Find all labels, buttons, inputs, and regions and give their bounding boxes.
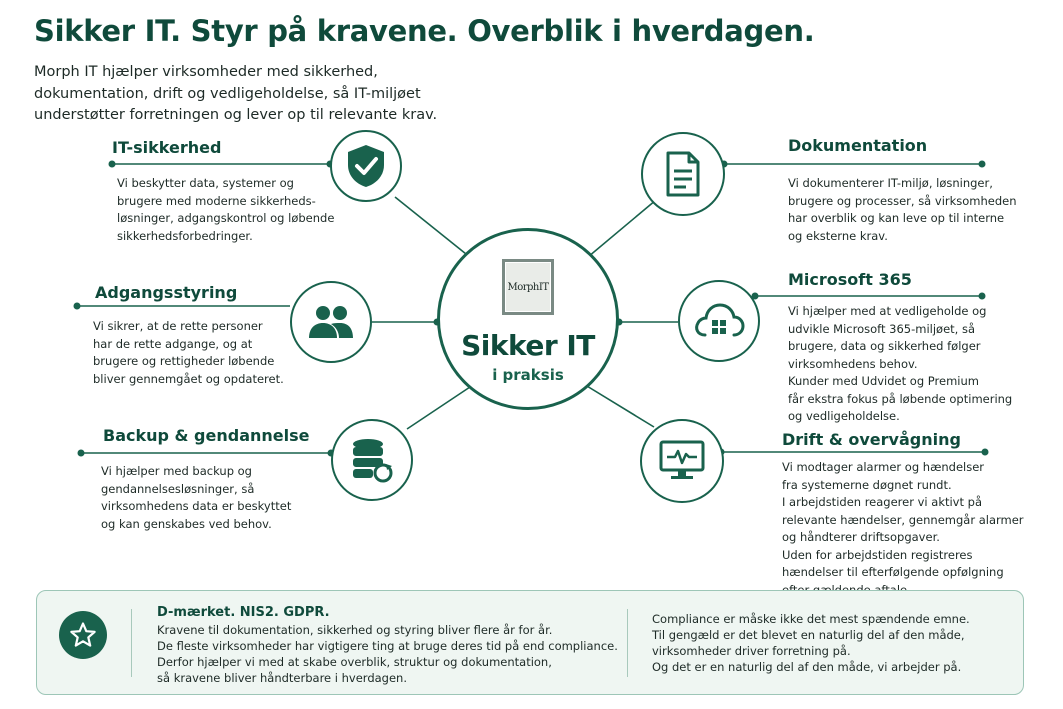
operations-circle: [640, 419, 724, 503]
documentation-text: Vi dokumenterer IT-miljø, løsninger, brugere og processer, så virksomheden har overblik og kan leve op til interne og eksterne krav.: [788, 176, 1017, 243]
connector-operations-hub: [582, 383, 654, 427]
backup-text: Vi hjælper med backup og gendannelsesløsninger, så virksomhedens data er beskyttet og kan genskabes ved behov.: [101, 464, 292, 531]
document-icon: [665, 151, 701, 197]
compliance-box: [36, 590, 1024, 695]
it-security-circle: [330, 130, 402, 202]
connector-backup-hub: [407, 383, 476, 429]
shield-check-icon: [344, 143, 388, 189]
m365-circle: [678, 280, 760, 362]
compliance-title: D-mærket. NIS2. GDPR.: [157, 605, 330, 620]
it-security-title: IT-sikkerhed: [112, 138, 222, 157]
operations-title: Drift & overvågning: [782, 430, 961, 449]
star-badge: [59, 611, 107, 659]
backup-circle: [331, 419, 413, 501]
dot: [78, 450, 85, 457]
it-security-text: Vi beskytter data, systemer og brugere med moderne sikkerheds- løsninger, adgangskontrol og løbende sikkerhedsforbedringer.: [117, 176, 335, 243]
access-text: Vi sikrer, at de rette personer har de rette adgange, og at brugere og rettigheder løbende bliver gennemgået og opdateret.: [93, 319, 284, 386]
dot: [979, 161, 986, 168]
database-restore-icon: [350, 437, 394, 483]
m365-title: Microsoft 365: [788, 270, 912, 289]
footer-divider-right: [627, 609, 628, 677]
footer-divider-left: [131, 609, 132, 677]
documentation-circle: [641, 132, 725, 216]
access-circle: [290, 281, 372, 363]
intro-text: Morph IT hjælper virksomheder med sikkerhed, dokumentation, drift og vedligeholdelse, så IT-miljøet understøtter forretningen og lever op til relevante krav.: [34, 64, 438, 123]
users-icon: [307, 304, 355, 340]
m365-text: Vi hjælper med at vedligeholde og udvikle Microsoft 365-miljøet, så brugere, data og sikkerhed følger virksomhedens behov. Kunder med Udvidet og Premium får ekstra fokus på løbende optimering og vedligeholdelse.: [788, 304, 1013, 423]
compliance-text-left: Kravene til dokumentation, sikkerhed og styring bliver flere år for år. De fleste virksomheder har vigtigere ting at bruge deres tid på end compliance. Derfor hjælper vi med at skabe overblik, struktur og dokumentation, så kravene bliver håndterbare i hverdagen.: [157, 623, 618, 685]
operations-text: Vi modtager alarmer og hændelser fra systemerne døgnet rundt. I arbejdstiden reagerer vi aktivt på relevante hændelser, gennemgår alarmer og håndterer driftsopgaver. Uden for arbejdstiden registreres hændelser til efterfølgende opfølgning: [782, 460, 1024, 579]
monitor-pulse-icon: [659, 440, 705, 482]
access-title: Adgangsstyring: [95, 283, 238, 302]
hub-title: Sikker IT: [461, 329, 595, 362]
connector-documentation-hub: [582, 200, 656, 262]
compliance-text-right: Compliance er måske ikke det mest spændende emne. Til gengæld er det blevet en naturlig del af den måde, virksomheder driver forretning på. Og det er en naturlig del af den måde, vi arbejder på.: [652, 612, 970, 674]
hub-subtitle: i praksis: [492, 366, 564, 384]
page-title: Sikker IT. Styr på kravene. Overblik i hverdagen.: [34, 14, 815, 48]
hub-circle: [437, 228, 619, 410]
connector-it-security-hub: [395, 197, 476, 262]
dot: [979, 293, 986, 300]
cloud-windows-icon: [693, 301, 745, 341]
backup-title: Backup & gendannelse: [103, 426, 310, 445]
dot: [74, 303, 81, 310]
dot: [109, 161, 116, 168]
morphit-logo: [502, 259, 554, 315]
star-icon: [69, 621, 97, 649]
logo-text: MorphIT: [505, 262, 551, 312]
documentation-title: Dokumentation: [788, 136, 928, 155]
dot: [982, 449, 989, 456]
